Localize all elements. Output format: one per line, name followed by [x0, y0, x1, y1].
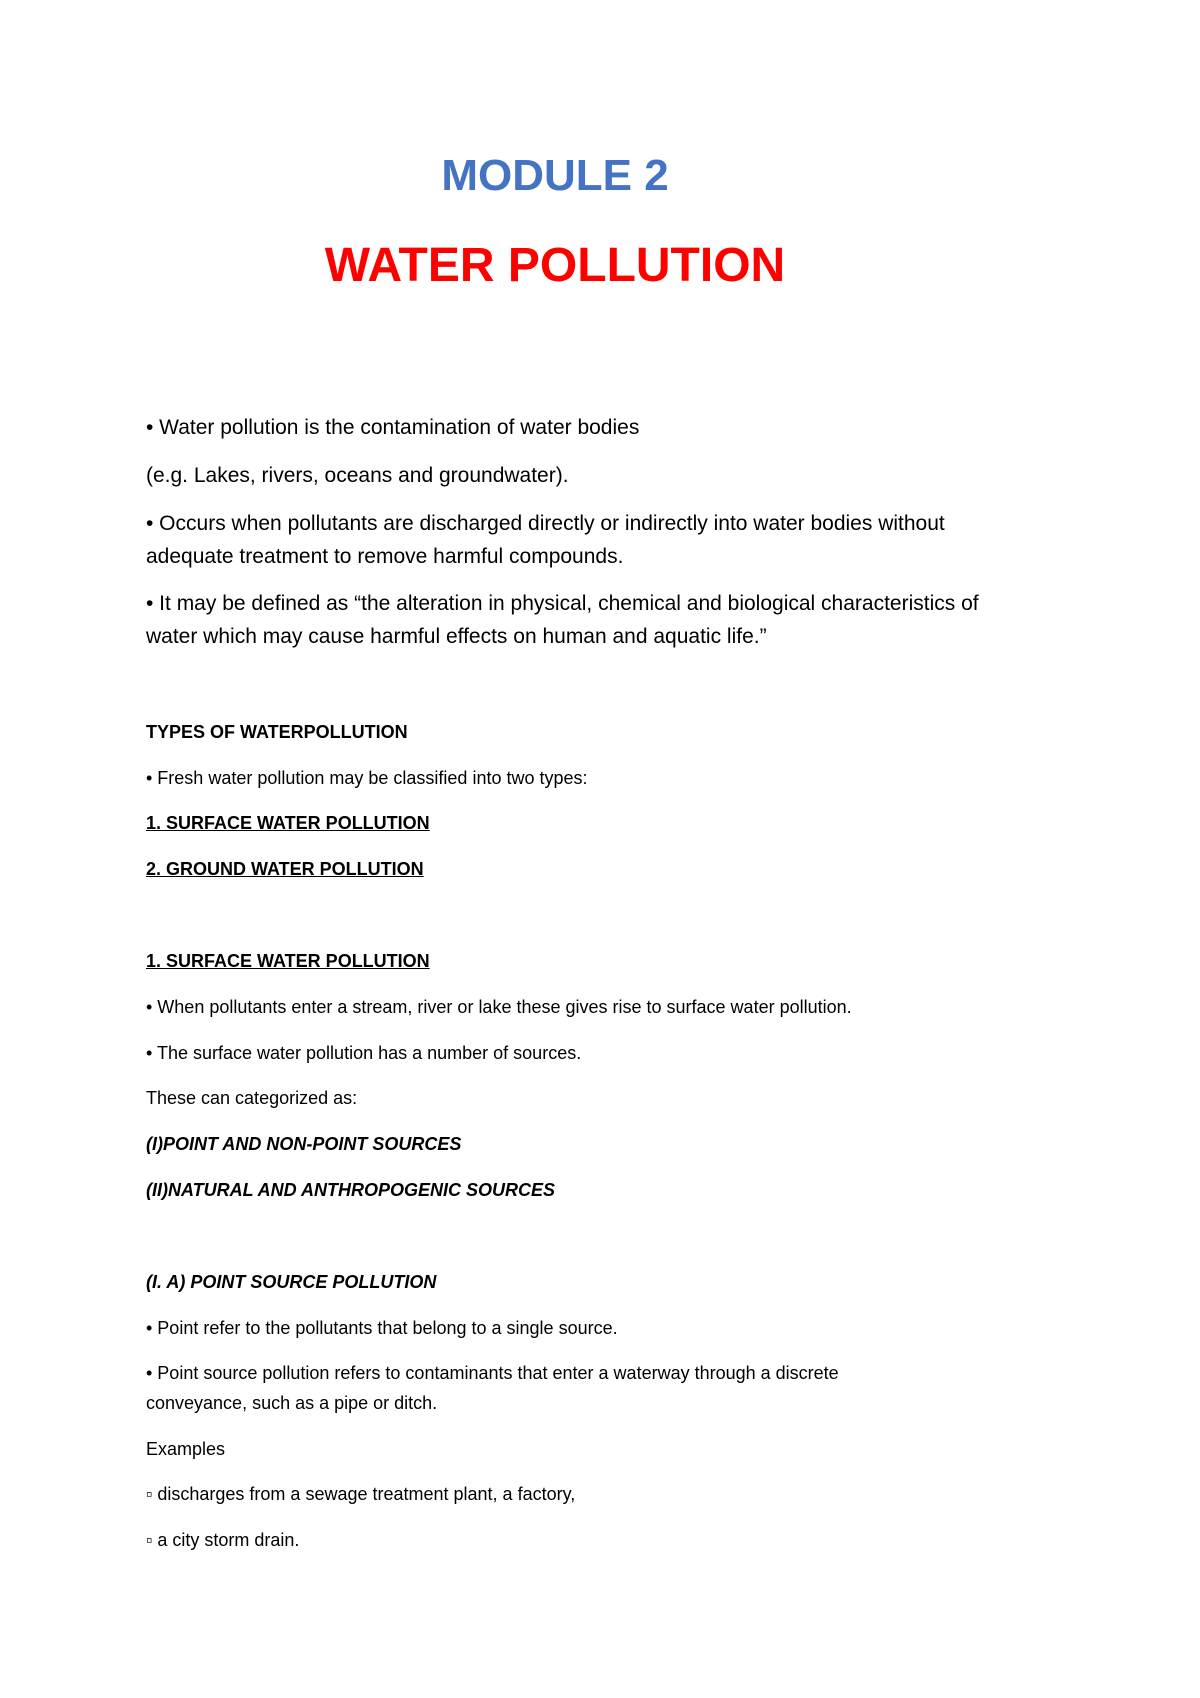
- surface-category-2: (II)NATURAL AND ANTHROPOGENIC SOURCES: [146, 1180, 555, 1200]
- types-heading: TYPES OF WATERPOLLUTION: [146, 722, 408, 742]
- surface-category-1: (I)POINT AND NON-POINT SOURCES: [146, 1134, 462, 1154]
- surface-heading: 1. SURFACE WATER POLLUTION: [146, 951, 430, 971]
- intro-bullet-2-line-2: adequate treatment to remove harmful compounds.: [146, 545, 624, 568]
- surface-bullet-1: • When pollutants enter a stream, river or lake these gives rise to surface water pollution.: [146, 997, 852, 1017]
- intro-bullet-3-line-1: • It may be defined as “the alteration in physical, chemical and biological characteristics of: [146, 592, 979, 615]
- point-source-heading: (I. A) POINT SOURCE POLLUTION: [146, 1272, 437, 1292]
- example-item-1: ▫ discharges from a sewage treatment plant, a factory,: [146, 1484, 576, 1504]
- point-source-bullet-2-line-2: conveyance, such as a pipe or ditch.: [146, 1393, 438, 1413]
- types-item-ground: 2. GROUND WATER POLLUTION: [146, 859, 424, 879]
- intro-bullet-3-line-2: water which may cause harmful effects on human and aquatic life.”: [146, 625, 767, 648]
- page-title: WATER POLLUTION: [324, 239, 786, 292]
- types-item-surface: 1. SURFACE WATER POLLUTION: [146, 813, 430, 833]
- intro-bullet-1-line-2: (e.g. Lakes, rivers, oceans and groundwater).: [146, 464, 569, 487]
- module-title: MODULE 2: [441, 151, 669, 200]
- surface-bullet-2: • The surface water pollution has a number of sources.: [146, 1043, 582, 1063]
- examples-label: Examples: [146, 1439, 226, 1459]
- point-source-bullet-1: • Point refer to the pollutants that belong to a single source.: [146, 1318, 618, 1338]
- intro-bullet-1-line-1: • Water pollution is the contamination of water bodies: [146, 416, 640, 439]
- surface-categorized: These can categorized as:: [146, 1088, 358, 1108]
- intro-bullet-2-line-1: • Occurs when pollutants are discharged directly or indirectly into water bodies without: [146, 512, 945, 535]
- example-item-2: ▫ a city storm drain.: [146, 1530, 300, 1550]
- point-source-bullet-2-line-1: • Point source pollution refers to contaminants that enter a waterway through a discrete: [146, 1363, 839, 1383]
- types-bullet: • Fresh water pollution may be classified into two types:: [146, 768, 588, 788]
